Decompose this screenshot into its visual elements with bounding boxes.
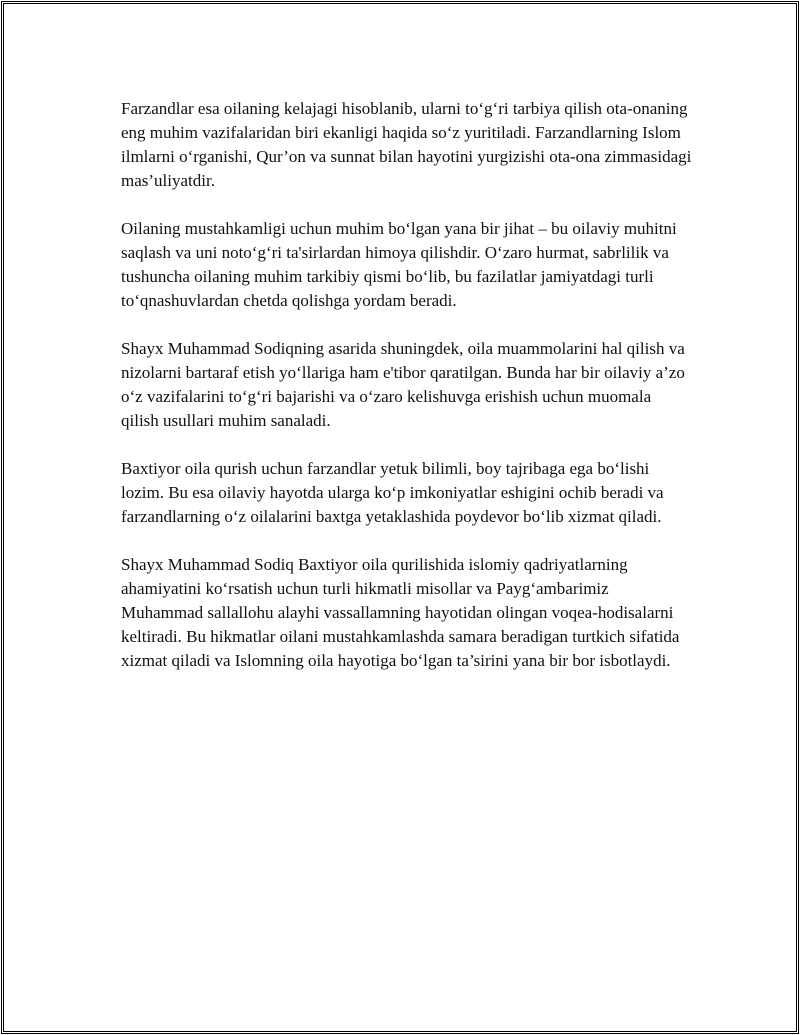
paragraph-5: Shayx Muhammad Sodiq Baxtiyor oila qurilishida islomiy qadriyatlarning ahamiyatini ko‘rsatish uchun turli hikmatli misollar va Payg‘ambarimiz Muhammad sallallohu alayhi vassallamning hayotidan olingan voqea-hodisalarni keltiradi. Bu hikmatlar oilani mustahkamlashda samara beradigan turtkich sifatida xizmat qiladi va Islomning oila hayotiga bo‘lgan ta’sirini yana bir bor isbotlaydi. [121, 555, 680, 670]
paragraph-2: Oilaning mustahkamligi uchun muhim bo‘lgan yana bir jihat – bu oilaviy muhitni saqlash va uni noto‘g‘ri ta'sirlardan himoya qilishdir. O‘zaro hurmat, sabrlilik va tushuncha oilaning muhim tarkibiy qismi bo‘lib, bu fazilatlar jamiyatdagi turli to‘qnashuvlardan chetda qolishga yordam beradi. [121, 219, 677, 310]
paragraph-3: Shayx Muhammad Sodiqning asarida shuningdek, oila muammolarini hal qilish va nizolarni bartaraf etish yo‘llariga ham e'tibor qaratilgan. Bunda har bir oilaviy a’zo o‘z vazifalarini to‘g‘ri bajarishi va o‘zaro kelishuvga erishish uchun muomala qilish usullari muhim sanaladi. [121, 339, 685, 430]
paragraph-4: Baxtiyor oila qurish uchun farzandlar yetuk bilimli, boy tajribaga ega bo‘lishi lozim. Bu esa oilaviy hayotda ularga ko‘p imkoniyatlar eshigini ochib beradi va farzandlarning o‘z oilalarini baxtga yetaklashida poydevor bo‘lib xizmat qiladi. [121, 459, 664, 526]
document-body [121, 97, 693, 697]
page-frame [3, 3, 797, 1032]
paragraph-1: Farzandlar esa oilaning kelajagi hisoblanib, ularni to‘g‘ri tarbiya qilish ota-onaning eng muhim vazifalaridan biri ekanligi haqida so‘z yuritiladi. Farzandlarning Islom ilmlarni o‘rganishi, Qur’on va sunnat bilan hayotini yurgizishi ota-ona zimmasidagi mas’uliyatdir. [121, 99, 692, 190]
